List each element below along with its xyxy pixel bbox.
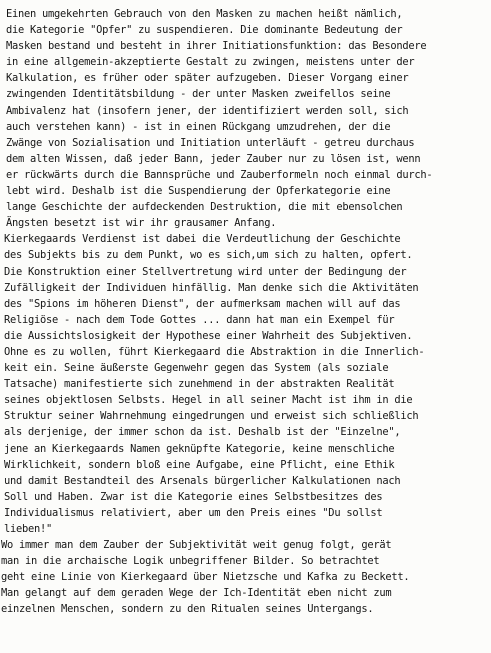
text-line: Ohne es zu wollen, führt Kierkegaard die Abstraktion in die Innerlich- bbox=[4, 345, 425, 358]
text-line: Religiöse - nach dem Tode Gottes ... dann hat man ein Exempel für bbox=[4, 313, 395, 326]
text-line: Masken bestand und besteht in ihrer Initiationsfunktion: das Besondere bbox=[6, 40, 427, 53]
text-line: zwingenden Identitätsbildung - der unter Masken zweifellos seine bbox=[6, 88, 391, 101]
text-line: Zwänge von Sozialisation und Initiation unterläuft - getreu durchaus bbox=[6, 136, 415, 149]
document-text bbox=[0, 6, 491, 618]
text-line: lange Geschichte der aufdeckenden Destruktion, die mit ebensolchen bbox=[6, 201, 403, 214]
text-line: Ambivalenz hat (insofern jener, der identifiziert werden soll, sich bbox=[6, 104, 409, 117]
text-line: des "Spions im höheren Dienst", der aufmerksam machen will auf das bbox=[4, 297, 401, 310]
text-line: lieben!" bbox=[4, 523, 53, 535]
text-line: Wirklichkeit, sondern bloß eine Aufgabe, eine Pflicht, eine Ethik bbox=[4, 458, 395, 471]
text-line: auch verstehen kann) - ist in einen Rückgang umzudrehen, der die bbox=[6, 120, 391, 133]
text-line: einzelnen Menschen, sondern zu den Ritualen seines Untergangs. bbox=[1, 603, 374, 616]
text-line: die Aussichtslosigkeit der Hypothese einer Wahrheit des Subjektiven. bbox=[4, 329, 413, 342]
text-line: er rückwärts durch die Bannsprüche und Zauberformeln noch einmal durch- bbox=[6, 168, 433, 181]
text-line: man in die archaische Logik unbegriffener Bilder. So betrachtet bbox=[1, 555, 380, 568]
text-line: Soll und Haben. Zwar ist die Kategorie eines Selbstbesitzes des bbox=[4, 490, 383, 503]
text-line: Struktur seiner Wahrnehmung eingedrungen und erweist sich schließlich bbox=[4, 410, 419, 423]
text-line: geht eine Linie von Kierkegaard über Nietzsche und Kafka zu Beckett. bbox=[1, 571, 410, 584]
text-line: Zufälligkeit der Individuen hinfällig. Man denke sich die Aktivitäten bbox=[4, 281, 419, 294]
text-line: die Kategorie "Opfer" zu suspendieren. Die dominante Bedeutung der bbox=[6, 24, 403, 37]
text-line: Man gelangt auf dem geraden Wege der Ich-Identität eben nicht zum bbox=[1, 587, 392, 600]
text-line: dem alten Wissen, daß jeder Bann, jeder Zauber nur zu lösen ist, wenn bbox=[6, 152, 421, 165]
text-line: Ängsten besetzt ist wir ihr grausamer Anfang. bbox=[6, 217, 277, 230]
text-line: Kierkegaards Verdienst ist dabei die Verdeutlichung der Geschichte bbox=[4, 233, 401, 246]
text-line: seines objektlosen Selbsts. Hegel in all seiner Macht ist ihm in die bbox=[4, 394, 413, 407]
text-line: Die Konstruktion einer Stellvertretung wird unter der Bedingung der bbox=[4, 265, 407, 278]
text-line: Wo immer man dem Zauber der Subjektivität weit genug folgt, gerät bbox=[1, 539, 392, 552]
text-line: und damit Bestandteil des Arsenals bürgerlicher Kalkulationen nach bbox=[4, 474, 401, 487]
text-line: lebt wird. Deshalb ist die Suspendierung der Opferkategorie eine bbox=[6, 185, 391, 198]
text-line: Einen umgekehrten Gebrauch von den Masken zu machen heißt nämlich, bbox=[6, 8, 403, 20]
text-line: Tatsache) manifestierte sich zunehmend in der abstrakten Realität bbox=[4, 378, 395, 391]
text-line: keit ein. Seine äußerste Gegenwehr gegen das System (als soziale bbox=[4, 362, 389, 375]
text-line: Kalkulation, es früher oder später aufzugeben. Dieser Vorgang einer bbox=[6, 72, 409, 85]
text-line: des Subjekts bis zu dem Punkt, wo es sich,um sich zu halten, opfert. bbox=[4, 249, 413, 262]
text-line: in eine allgemein-akzeptierte Gestalt zu zwingen, meistens unter der bbox=[6, 56, 415, 69]
text-line: als derjenige, der immer schon da ist. Deshalb ist der "Einzelne", bbox=[4, 426, 401, 439]
text-line: jene an Kierkegaards Namen geknüpfte Kategorie, keine menschliche bbox=[4, 442, 395, 455]
text-line: Individualismus relativiert, aber um den Preis eines "Du sollst bbox=[4, 506, 383, 519]
